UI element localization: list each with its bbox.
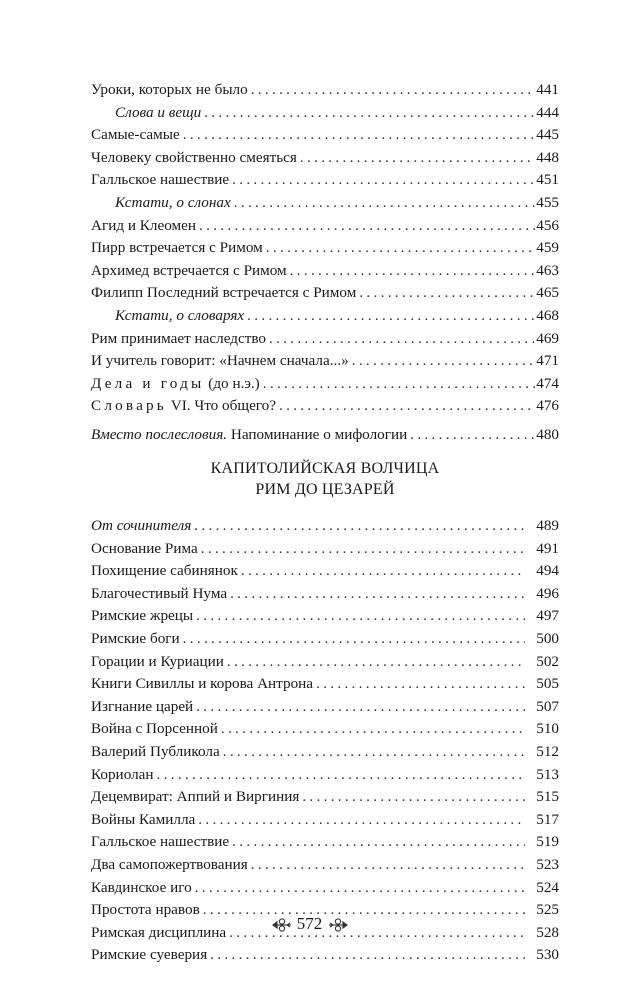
- dot-leader: [300, 147, 535, 170]
- entry-title-rest: Напоминание о мифологии: [227, 425, 408, 443]
- entry-page: 456: [536, 216, 559, 234]
- entry-title: От сочинителя: [91, 517, 192, 534]
- page-number: 572: [296, 914, 323, 933]
- toc-entry[interactable]: [91, 215, 559, 238]
- entry-page: 448: [536, 148, 559, 166]
- toc-entry[interactable]: [91, 147, 559, 170]
- entry-title: Галльское нашествие: [91, 833, 230, 851]
- entry-title: Книги Сивиллы и корова Антрона: [91, 675, 314, 693]
- entry-page: 505: [536, 675, 559, 693]
- entry-page: 524: [536, 878, 559, 896]
- dot-leader: [196, 605, 525, 628]
- toc-part-2: [91, 515, 559, 967]
- entry-title: Галльское нашествие: [91, 171, 230, 189]
- dot-leader: [269, 328, 535, 351]
- entry-title: Благочестивый Нума: [91, 584, 228, 602]
- toc-entry[interactable]: [91, 560, 559, 583]
- toc-entry[interactable]: [91, 373, 559, 396]
- entry-title: Кавдинское иго: [91, 878, 192, 896]
- toc-entry[interactable]: [91, 237, 559, 260]
- dot-leader: [263, 373, 535, 396]
- entry-page: 513: [536, 765, 559, 783]
- dot-leader: [232, 831, 525, 854]
- dot-leader: [183, 628, 525, 651]
- entry-title: Архимед встречается с Римом: [91, 261, 287, 279]
- entry-page: 507: [536, 697, 559, 715]
- section-title: КАПИТОЛИЙСКАЯ ВОЛЧИЦА: [210, 460, 440, 477]
- dot-leader: [227, 651, 525, 674]
- entry-title: Кориолан: [91, 765, 154, 783]
- entry-title: Римские боги: [91, 629, 180, 647]
- entry-page: 502: [536, 652, 559, 670]
- entry-page: 441: [536, 81, 559, 98]
- dot-leader: [194, 515, 525, 538]
- toc-entry[interactable]: [91, 809, 559, 832]
- entry-page: 476: [536, 397, 559, 415]
- entry-page: 489: [536, 517, 559, 534]
- toc-entry-afterword[interactable]: [91, 424, 559, 447]
- entry-title: Агид и Клеомен: [91, 216, 197, 234]
- entry-title: Децемвират: Аппий и Виргиния: [91, 788, 300, 806]
- dot-leader: [232, 169, 535, 192]
- entry-title: Изгнание царей: [91, 697, 194, 715]
- toc-entry[interactable]: [91, 102, 559, 125]
- dot-leader: [201, 538, 525, 561]
- entry-page: 494: [536, 562, 559, 580]
- dot-leader: [241, 560, 525, 583]
- toc-entry[interactable]: [91, 786, 559, 809]
- entry-page: 471: [536, 352, 559, 370]
- entry-page: 530: [536, 946, 559, 964]
- entry-title: Пирр встречается с Римом: [91, 239, 263, 257]
- dot-leader: [359, 282, 535, 305]
- entry-page: 480: [536, 425, 559, 443]
- entry-page: 512: [536, 742, 559, 760]
- entry-title: Римская дисциплина: [91, 923, 227, 941]
- section-subtitle: РИМ ДО ЦЕЗАРЕЙ: [255, 481, 395, 498]
- toc-entry[interactable]: [91, 741, 559, 764]
- entry-title-rest: (до н.э.): [204, 374, 260, 392]
- entry-title-rest: VI. Что общего?: [166, 397, 276, 415]
- toc-entry[interactable]: [91, 944, 559, 967]
- entry-page: 463: [536, 261, 559, 279]
- toc-list-1: [91, 79, 559, 447]
- toc-entry[interactable]: [91, 605, 559, 628]
- entry-title: Рим принимает наследство: [91, 329, 267, 347]
- toc-entry[interactable]: [91, 538, 559, 561]
- fleuron-right-icon: [327, 917, 349, 933]
- entry-title: Простота нравов: [91, 901, 200, 919]
- entry-page: 519: [536, 833, 559, 851]
- entry-page: 491: [536, 539, 559, 557]
- entry-title: Основание Рима: [91, 539, 198, 557]
- dot-leader: [195, 877, 525, 900]
- entry-title: Два самопожертвования: [91, 855, 248, 873]
- toc-entry[interactable]: [91, 395, 559, 418]
- dot-leader: [352, 350, 536, 373]
- entry-title: Слова и вещи: [115, 103, 202, 121]
- entry-title: Человеку свойственно смеяться: [91, 148, 297, 166]
- entry-page: 468: [536, 306, 559, 324]
- toc-entry[interactable]: [91, 350, 559, 373]
- entry-page: 517: [536, 810, 559, 828]
- dot-leader: [230, 583, 525, 606]
- entry-page: 474: [536, 374, 559, 392]
- entry-title: Самые-самые: [91, 126, 180, 144]
- dot-leader: [234, 192, 535, 215]
- toc-entry[interactable]: [91, 764, 559, 787]
- entry-page: 500: [536, 629, 559, 647]
- toc-entry[interactable]: [91, 515, 559, 538]
- entry-title: Война с Порсенной: [91, 720, 218, 738]
- entry-page: 455: [536, 193, 559, 211]
- entry-page: 444: [536, 103, 559, 121]
- dot-leader: [302, 786, 525, 809]
- entry-title: [91, 424, 407, 447]
- dot-leader: [199, 215, 535, 238]
- dot-leader: [198, 809, 525, 832]
- entry-title: Кстати, о слонах: [115, 193, 231, 211]
- entry-title: Филипп Последний встречается с Римом: [91, 284, 357, 302]
- entry-page: 465: [536, 284, 559, 302]
- dot-leader: [157, 764, 525, 787]
- toc-list-2: [91, 515, 559, 967]
- toc-entry[interactable]: [91, 192, 559, 215]
- toc-entry[interactable]: [91, 305, 559, 328]
- dot-leader: [210, 944, 525, 967]
- toc-entry[interactable]: [91, 696, 559, 719]
- entry-title: [91, 395, 276, 418]
- toc-entry[interactable]: [91, 260, 559, 283]
- entry-page: 459: [536, 239, 559, 257]
- dot-leader: [183, 124, 536, 147]
- entry-page: 496: [536, 584, 559, 602]
- entry-title-italic: Вместо послесловия.: [91, 425, 228, 443]
- toc-entry[interactable]: [91, 628, 559, 651]
- entry-page: 469: [536, 329, 559, 347]
- dot-leader: [251, 854, 525, 877]
- toc-entry[interactable]: [91, 877, 559, 900]
- dot-leader: [290, 260, 536, 283]
- dot-leader: [223, 741, 525, 764]
- entry-page: 445: [536, 126, 559, 144]
- toc-entry[interactable]: [91, 328, 559, 351]
- entry-title: Валерий Публикола: [91, 742, 220, 760]
- entry-title: Римские суеверия: [91, 946, 208, 964]
- dot-leader: [204, 102, 535, 125]
- toc-entry[interactable]: [91, 718, 559, 741]
- entry-title: Римские жрецы: [91, 607, 194, 625]
- entry-page: 451: [536, 171, 559, 189]
- entry-page: 510: [536, 720, 559, 738]
- entry-page: 523: [536, 855, 559, 873]
- page-footer: [0, 914, 619, 934]
- dot-leader: [279, 395, 535, 418]
- toc-entry[interactable]: [91, 583, 559, 606]
- toc-entry[interactable]: [91, 673, 559, 696]
- entry-title: Кстати, о словарях: [115, 306, 245, 324]
- toc-entry[interactable]: [91, 124, 559, 147]
- entry-title: Войны Камилла: [91, 810, 196, 828]
- dot-leader: [221, 718, 525, 741]
- fleuron-left-icon: [271, 917, 293, 933]
- toc-entry[interactable]: [91, 831, 559, 854]
- section-heading: [91, 458, 559, 500]
- entry-title: Уроки, которых не было: [91, 81, 248, 98]
- entry-page: 497: [536, 607, 559, 625]
- toc-entry[interactable]: [91, 79, 559, 102]
- dot-leader: [266, 237, 535, 260]
- entry-page: 528: [536, 923, 559, 941]
- toc-entry[interactable]: [91, 282, 559, 305]
- entry-page: 525: [536, 901, 559, 919]
- dot-leader: [316, 673, 525, 696]
- entry-page: 515: [536, 788, 559, 806]
- toc-entry[interactable]: [91, 169, 559, 192]
- dot-leader: [196, 696, 525, 719]
- toc-entry[interactable]: [91, 651, 559, 674]
- entry-title: [91, 373, 260, 396]
- entry-title: Горации и Куриации: [91, 652, 224, 670]
- toc-part-1: [91, 79, 559, 447]
- dot-leader: [247, 305, 535, 328]
- entry-title-spaced: Словарь: [91, 397, 167, 415]
- toc-entry[interactable]: [91, 854, 559, 877]
- dot-leader: [410, 424, 535, 447]
- entry-title: Похищение сабинянок: [91, 562, 238, 580]
- dot-leader: [251, 79, 536, 102]
- entry-title: И учитель говорит: «Начнем сначала...»: [91, 352, 349, 370]
- entry-title-spaced: Дела и годы: [91, 374, 205, 392]
